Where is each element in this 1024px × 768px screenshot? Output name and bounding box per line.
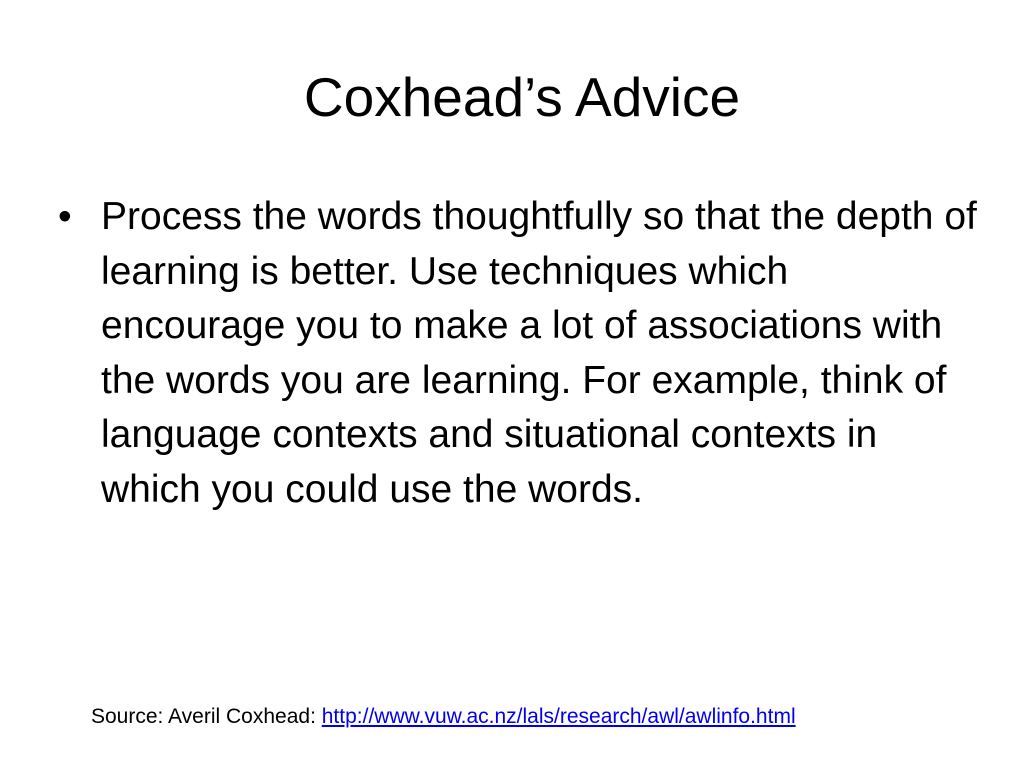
source-line [91,703,796,731]
source-label: Source: Averil Coxhead: [91,705,322,728]
bullet-text: Process the words thoughtfully so that the depth of learning is better. Use techniques which encourage you to make a lot of associations with the words you are learning. For example, think of language contexts and situational contexts in which you could use the words. [101,195,977,511]
bullet-list [58,190,978,517]
source-link[interactable]: http://www.vuw.ac.nz/lals/research/awl/awlinfo.html [321,705,796,728]
bullet-item [58,190,978,517]
slide-title: Coxhead’s Advice [303,66,741,128]
bullet-marker: • [58,195,72,238]
